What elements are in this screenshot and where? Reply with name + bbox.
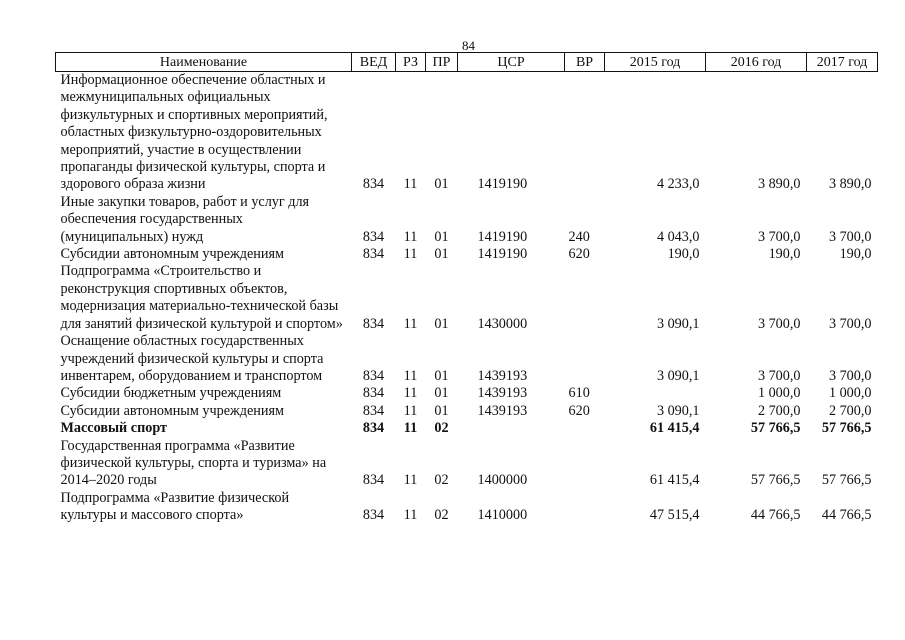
row-vr bbox=[565, 333, 605, 385]
row-rz: 11 bbox=[403, 246, 418, 263]
row-2016: 3 700,0 bbox=[757, 228, 801, 245]
row-vr: 620 bbox=[568, 246, 590, 263]
header-2016: 2016 год bbox=[706, 53, 807, 72]
row-rz: 11 bbox=[403, 402, 418, 419]
row-2015: 47 515,4 bbox=[649, 507, 700, 524]
table-row bbox=[56, 385, 878, 402]
row-pr: 02 bbox=[434, 472, 449, 489]
row-vr bbox=[565, 263, 605, 333]
row-name: Субсидии автономным учреждениям bbox=[60, 246, 284, 263]
row-2016: 3 890,0 bbox=[757, 176, 801, 193]
row-2015: 3 090,1 bbox=[656, 402, 700, 419]
row-vr bbox=[565, 72, 605, 194]
row-ved: 834 bbox=[362, 420, 385, 437]
row-2016: 44 766,5 bbox=[750, 507, 801, 524]
row-pr: 02 bbox=[434, 507, 449, 524]
header-ved: ВЕД bbox=[352, 53, 396, 72]
table-row bbox=[56, 490, 878, 525]
page-number: 84 bbox=[462, 38, 475, 53]
row-ved: 834 bbox=[362, 402, 385, 419]
row-2015: 4 043,0 bbox=[656, 228, 700, 245]
row-csr bbox=[458, 420, 565, 437]
row-2017: 1 000,0 bbox=[828, 385, 872, 402]
row-2015: 61 415,4 bbox=[649, 472, 700, 489]
row-csr: 1419190 bbox=[477, 176, 528, 193]
row-2015: 190,0 bbox=[667, 246, 700, 263]
row-rz: 11 bbox=[403, 228, 418, 245]
row-rz: 11 bbox=[403, 385, 418, 402]
row-2017: 3 700,0 bbox=[828, 367, 872, 384]
row-2017: 190,0 bbox=[839, 246, 872, 263]
row-2016: 1 000,0 bbox=[757, 385, 801, 402]
row-rz: 11 bbox=[403, 507, 418, 524]
row-2016: 2 700,0 bbox=[757, 402, 801, 419]
row-2016: 190,0 bbox=[768, 246, 801, 263]
row-2016: 57 766,5 bbox=[750, 420, 801, 437]
row-ved: 834 bbox=[362, 507, 385, 524]
row-rz: 11 bbox=[403, 176, 418, 193]
row-ved: 834 bbox=[362, 367, 385, 384]
budget-table bbox=[55, 52, 878, 525]
row-2016: 3 700,0 bbox=[757, 367, 801, 384]
row-2016: 3 700,0 bbox=[757, 315, 801, 332]
row-2017: 57 766,5 bbox=[821, 472, 872, 489]
row-2017: 3 890,0 bbox=[828, 176, 872, 193]
row-name: Субсидии бюджетным учреждениям bbox=[60, 385, 282, 402]
row-rz: 11 bbox=[403, 420, 418, 437]
row-csr: 1439193 bbox=[477, 402, 528, 419]
row-2017: 2 700,0 bbox=[828, 402, 872, 419]
row-ved: 834 bbox=[362, 176, 385, 193]
header-vr: ВР bbox=[565, 53, 605, 72]
header-2015: 2015 год bbox=[605, 53, 706, 72]
table-row bbox=[56, 246, 878, 263]
row-2017: 3 700,0 bbox=[828, 228, 872, 245]
table-row bbox=[56, 333, 878, 385]
row-csr: 1400000 bbox=[477, 472, 528, 489]
row-pr: 02 bbox=[434, 420, 449, 437]
row-name: Подпрограмма «Строительство и реконструкция спортивных объектов, модернизация материально-технической базы для занятий физической культурой и спортом» bbox=[60, 263, 343, 332]
row-vr bbox=[565, 490, 605, 525]
row-pr: 01 bbox=[434, 315, 449, 332]
row-vr bbox=[565, 438, 605, 490]
header-rz: РЗ bbox=[396, 53, 426, 72]
row-vr: 610 bbox=[568, 385, 590, 402]
row-rz: 11 bbox=[403, 367, 418, 384]
header-name: Наименование bbox=[56, 53, 352, 72]
row-2017: 57 766,5 bbox=[821, 420, 872, 437]
row-rz: 11 bbox=[403, 472, 418, 489]
row-name: Информационное обеспечение областных и межмуниципальных официальных физкультурных и спортивных мероприятий, областных физкультурно-оздоровительных мероприятий, участие в осуществлении пропаганды физической культуры, спорта и здорового образа жизни bbox=[60, 72, 328, 193]
row-rz: 11 bbox=[403, 315, 418, 332]
header-csr: ЦСР bbox=[458, 53, 565, 72]
row-pr: 01 bbox=[434, 228, 449, 245]
row-ved: 834 bbox=[362, 385, 385, 402]
row-name: Оснащение областных государственных учреждений физической культуры и спорта инвентарем, оборудованием и транспортом bbox=[60, 333, 324, 384]
row-vr bbox=[565, 420, 605, 437]
table-header-row bbox=[56, 53, 878, 72]
table-row bbox=[56, 403, 878, 420]
row-csr: 1439193 bbox=[477, 385, 528, 402]
row-vr: 620 bbox=[568, 402, 590, 419]
row-pr: 01 bbox=[434, 385, 449, 402]
row-name: Массовый спорт bbox=[60, 420, 168, 437]
row-csr: 1419190 bbox=[477, 246, 528, 263]
row-2016: 57 766,5 bbox=[750, 472, 801, 489]
row-ved: 834 bbox=[362, 246, 385, 263]
row-name: Государственная программа «Развитие физической культуры, спорта и туризма» на 2014–2020 годы bbox=[60, 437, 327, 489]
table-row bbox=[56, 420, 878, 437]
row-csr: 1430000 bbox=[477, 315, 528, 332]
table-row bbox=[56, 72, 878, 194]
row-vr: 240 bbox=[568, 228, 590, 245]
row-csr: 1419190 bbox=[477, 228, 528, 245]
row-csr: 1410000 bbox=[477, 507, 528, 524]
row-2015 bbox=[605, 385, 706, 402]
table-row bbox=[56, 438, 878, 490]
row-2015: 4 233,0 bbox=[656, 176, 700, 193]
row-2015: 61 415,4 bbox=[649, 420, 700, 437]
row-2017: 3 700,0 bbox=[828, 315, 872, 332]
row-pr: 01 bbox=[434, 402, 449, 419]
row-name: Субсидии автономным учреждениям bbox=[60, 402, 284, 419]
table-row bbox=[56, 194, 878, 246]
row-csr: 1439193 bbox=[477, 367, 528, 384]
row-ved: 834 bbox=[362, 228, 385, 245]
row-pr: 01 bbox=[434, 246, 449, 263]
row-pr: 01 bbox=[434, 176, 449, 193]
header-pr: ПР bbox=[426, 53, 458, 72]
row-2015: 3 090,1 bbox=[656, 367, 700, 384]
table-row bbox=[56, 263, 878, 333]
row-2015: 3 090,1 bbox=[656, 315, 700, 332]
row-name: Подпрограмма «Развитие физической культуры и массового спорта» bbox=[60, 489, 290, 524]
row-2017: 44 766,5 bbox=[821, 507, 872, 524]
row-ved: 834 bbox=[362, 472, 385, 489]
header-2017: 2017 год bbox=[807, 53, 878, 72]
row-name: Иные закупки товаров, работ и услуг для обеспечения государственных (муниципальных) нужд bbox=[60, 193, 310, 245]
row-pr: 01 bbox=[434, 367, 449, 384]
row-ved: 834 bbox=[362, 315, 385, 332]
